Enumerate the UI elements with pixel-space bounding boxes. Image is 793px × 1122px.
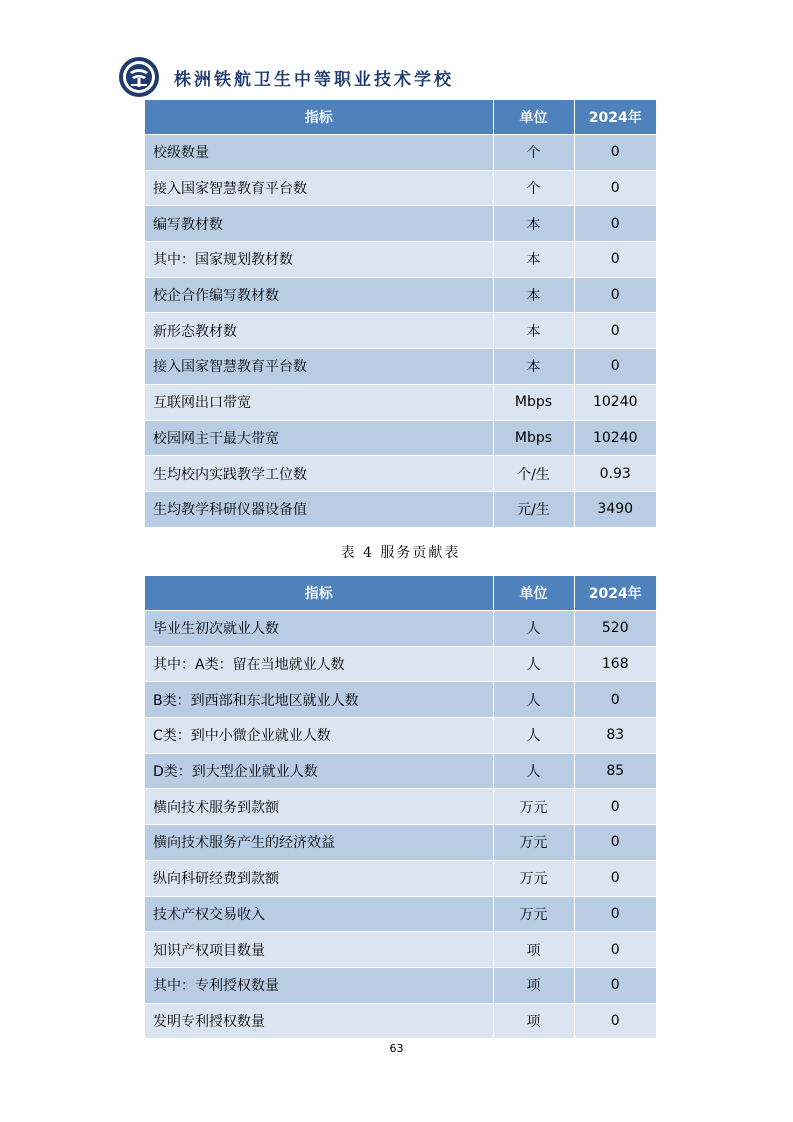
unit-cell: Mbps [493, 384, 574, 420]
unit-cell: Mbps [493, 420, 574, 456]
table-row [145, 313, 656, 349]
indicator-cell: 毕业生初次就业人数 [145, 611, 493, 647]
table-header-row [145, 576, 656, 611]
value-cell: 0 [574, 967, 656, 1003]
table-row [145, 349, 656, 385]
value-cell: 0 [574, 932, 656, 968]
value-cell: 10240 [574, 420, 656, 456]
value-cell: 0 [574, 170, 656, 206]
indicator-cell: 接入国家智慧教育平台数 [145, 349, 493, 385]
unit-cell: 个 [493, 170, 574, 206]
table-row [145, 682, 656, 718]
table-row [145, 753, 656, 789]
value-cell: 0 [574, 682, 656, 718]
unit-cell: 项 [493, 932, 574, 968]
table-row [145, 206, 656, 242]
value-cell: 0.93 [574, 456, 656, 492]
indicator-cell: 校级数量 [145, 135, 493, 171]
indicator-cell: 互联网出口带宽 [145, 384, 493, 420]
unit-cell: 本 [493, 349, 574, 385]
unit-cell: 万元 [493, 825, 574, 861]
unit-cell: 人 [493, 611, 574, 647]
unit-cell: 个 [493, 135, 574, 171]
table-row [145, 932, 656, 968]
infrastructure-table [145, 100, 656, 527]
service-contribution-table [145, 576, 656, 1038]
value-cell: 3490 [574, 491, 656, 526]
table-row [145, 491, 656, 526]
table-row [145, 825, 656, 861]
column-header-year: 2024年 [574, 100, 656, 135]
value-cell: 0 [574, 825, 656, 861]
indicator-cell: 纵向科研经费到款额 [145, 860, 493, 896]
column-header-unit: 单位 [493, 576, 574, 611]
unit-cell: 项 [493, 1003, 574, 1038]
value-cell: 0 [574, 1003, 656, 1038]
value-cell: 0 [574, 789, 656, 825]
indicator-cell: 生均校内实践教学工位数 [145, 456, 493, 492]
indicator-cell: B类：到西部和东北地区就业人数 [145, 682, 493, 718]
unit-cell: 人 [493, 753, 574, 789]
value-cell: 0 [574, 277, 656, 313]
value-cell: 0 [574, 349, 656, 385]
table-row [145, 611, 656, 647]
indicator-cell: D类：到大型企业就业人数 [145, 753, 493, 789]
unit-cell: 万元 [493, 789, 574, 825]
page-number: 63 [389, 1042, 404, 1055]
unit-cell: 项 [493, 967, 574, 1003]
column-header-year: 2024年 [574, 576, 656, 611]
indicator-cell: 接入国家智慧教育平台数 [145, 170, 493, 206]
unit-cell: 个/生 [493, 456, 574, 492]
unit-cell: 人 [493, 718, 574, 754]
table-row [145, 1003, 656, 1038]
value-cell: 0 [574, 313, 656, 349]
value-cell: 85 [574, 753, 656, 789]
value-cell: 0 [574, 896, 656, 932]
value-cell: 0 [574, 206, 656, 242]
table-row [145, 384, 656, 420]
table-row [145, 789, 656, 825]
indicator-cell: C类：到中小微企业就业人数 [145, 718, 493, 754]
indicator-cell: 知识产权项目数量 [145, 932, 493, 968]
indicator-cell: 其中：A类：留在当地就业人数 [145, 646, 493, 682]
value-cell: 168 [574, 646, 656, 682]
table-row [145, 170, 656, 206]
unit-cell: 万元 [493, 896, 574, 932]
indicator-cell: 其中：专利授权数量 [145, 967, 493, 1003]
table-header-row [145, 100, 656, 135]
column-header-indicator: 指标 [145, 100, 493, 135]
value-cell: 83 [574, 718, 656, 754]
table-row [145, 420, 656, 456]
table-row [145, 967, 656, 1003]
table-row [145, 718, 656, 754]
table-row [145, 277, 656, 313]
unit-cell: 人 [493, 682, 574, 718]
value-cell: 0 [574, 242, 656, 278]
school-name: 株洲铁航卫生中等职业技术学校 [174, 70, 454, 90]
table-row [145, 860, 656, 896]
indicator-cell: 发明专利授权数量 [145, 1003, 493, 1038]
unit-cell: 本 [493, 242, 574, 278]
indicator-cell: 横向技术服务到款额 [145, 789, 493, 825]
value-cell: 10240 [574, 384, 656, 420]
value-cell: 0 [574, 860, 656, 896]
indicator-cell: 技术产权交易收入 [145, 896, 493, 932]
indicator-cell: 其中：国家规划教材数 [145, 242, 493, 278]
indicator-cell: 新形态教材数 [145, 313, 493, 349]
page-header [118, 56, 678, 100]
column-header-indicator: 指标 [145, 576, 493, 611]
table-row [145, 646, 656, 682]
table-row [145, 135, 656, 171]
value-cell: 520 [574, 611, 656, 647]
table-caption: 表 4 服务贡献表 [340, 545, 461, 561]
unit-cell: 本 [493, 206, 574, 242]
indicator-cell: 校企合作编写教材数 [145, 277, 493, 313]
indicator-cell: 横向技术服务产生的经济效益 [145, 825, 493, 861]
column-header-unit: 单位 [493, 100, 574, 135]
unit-cell: 万元 [493, 860, 574, 896]
indicator-cell: 校园网主干最大带宽 [145, 420, 493, 456]
value-cell: 0 [574, 135, 656, 171]
unit-cell: 人 [493, 646, 574, 682]
table-row [145, 896, 656, 932]
unit-cell: 本 [493, 313, 574, 349]
table-row [145, 242, 656, 278]
indicator-cell: 编写教材数 [145, 206, 493, 242]
table-row [145, 456, 656, 492]
unit-cell: 元/生 [493, 491, 574, 526]
unit-cell: 本 [493, 277, 574, 313]
school-emblem-icon [118, 56, 160, 98]
indicator-cell: 生均教学科研仪器设备值 [145, 491, 493, 526]
